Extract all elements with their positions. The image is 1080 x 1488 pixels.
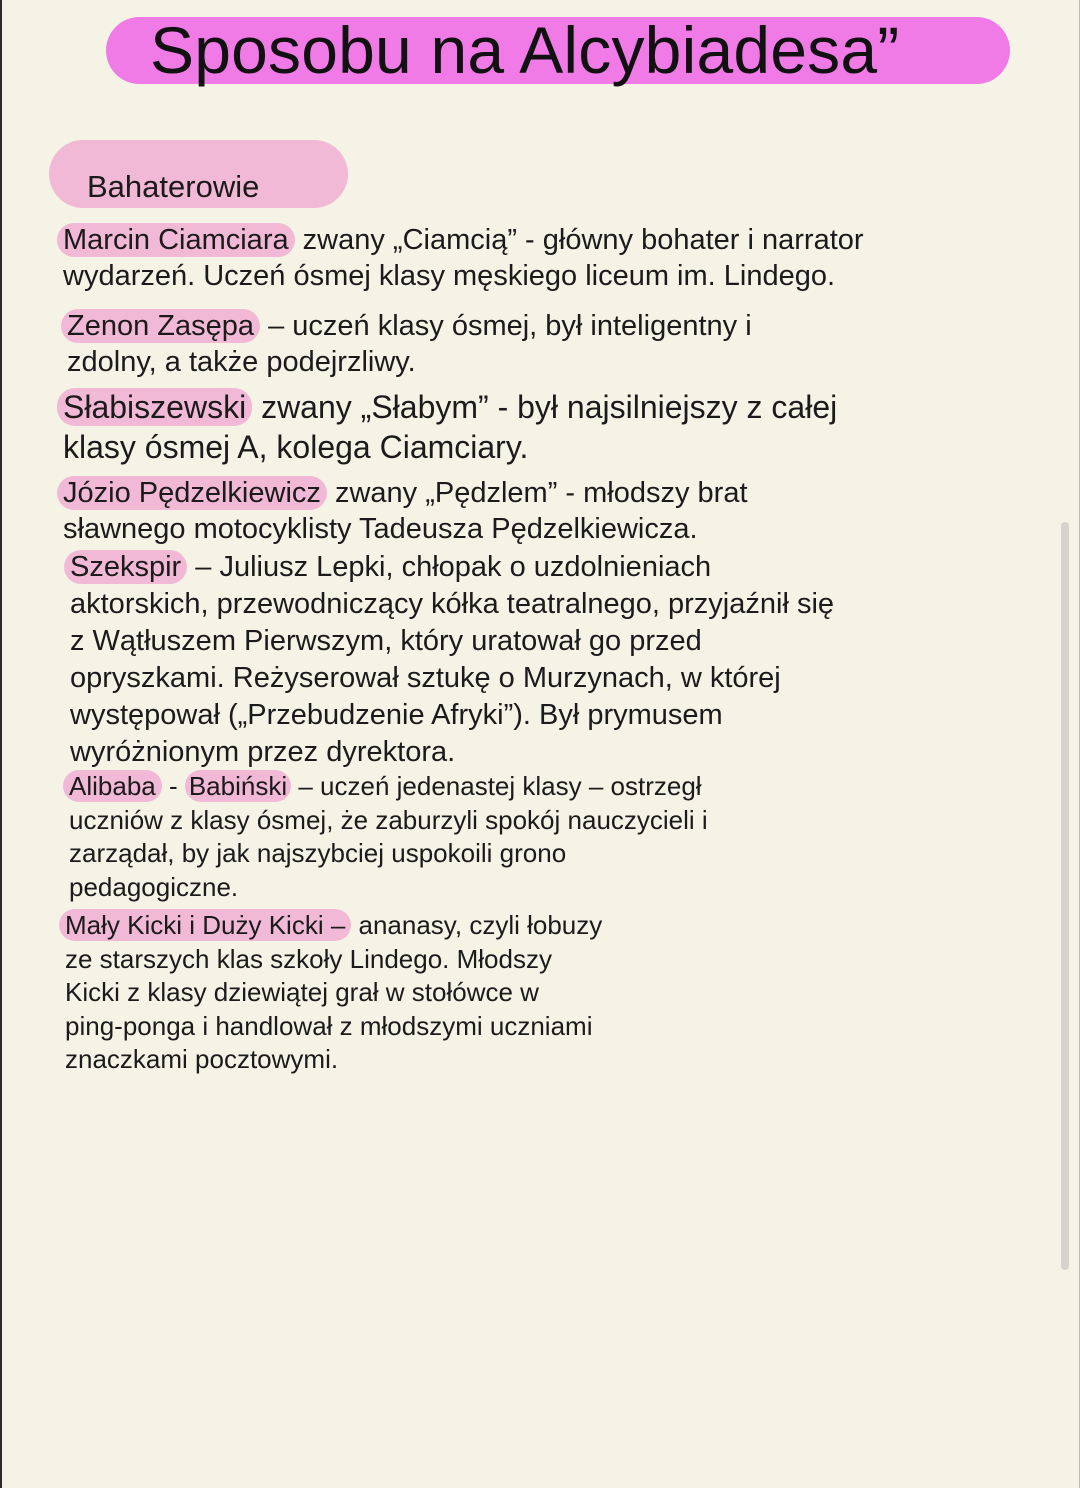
entry-line: zwany „Pędzlem” - młodszy brat bbox=[326, 477, 748, 509]
character-name: Mały Kicki i Duży Kicki – bbox=[59, 909, 351, 941]
entry-line: opryszkami. Reżyserował sztukę o Murzynach, w której bbox=[70, 662, 781, 694]
character-name: Józio Pędzelkiewicz bbox=[57, 476, 327, 510]
character-entry-slabiszewski bbox=[63, 387, 837, 467]
character-entry-kicki bbox=[65, 909, 602, 1077]
character-name: Marcin Ciamciara bbox=[57, 223, 295, 257]
entry-line: aktorskich, przewodniczący kółka teatralnego, przyjaźnił się bbox=[70, 588, 835, 620]
entry-line: – uczeń klasy ósmej, był inteligentny i bbox=[260, 310, 752, 342]
character-name: Słabiszewski bbox=[57, 388, 252, 426]
character-entry-babinski bbox=[69, 770, 708, 904]
entry-line: wyróżnionym przez dyrektora. bbox=[70, 736, 456, 768]
entry-line: – Juliusz Lepki, chłopak o uzdolnieniach bbox=[187, 551, 712, 583]
page-title: Sposobu na Alcybiadesa” bbox=[150, 13, 900, 87]
section-heading: Bahaterowie bbox=[87, 169, 260, 204]
entry-line: Kicki z klasy dziewiątej grał w stołówce w bbox=[65, 977, 539, 1007]
entry-line: zarządał, by jak najszybciej uspokoili grono bbox=[69, 838, 567, 868]
entry-line: znaczkami pocztowymi. bbox=[65, 1044, 339, 1074]
entry-line: uczniów z klasy ósmej, że zaburzyli spokój nauczycieli i bbox=[69, 804, 708, 835]
character-entry-pedzelkiewicz bbox=[63, 475, 748, 547]
entry-line: występował („Przebudzenie Afryki”). Był prymusem bbox=[70, 699, 723, 731]
entry-line: zwany „Słabym” - był najsilniejszy z całej bbox=[252, 389, 838, 425]
left-edge-line bbox=[0, 0, 2, 1488]
entry-line: klasy ósmej A, kolega Ciamciary. bbox=[63, 429, 529, 465]
entry-line: zwany „Ciamcią” - główny bohater i narrator bbox=[294, 224, 864, 256]
entry-line: pedagogiczne. bbox=[69, 871, 239, 902]
character-name-secondary: Babiński bbox=[185, 770, 291, 802]
entry-line: zdolny, a także podejrzliwy. bbox=[67, 346, 416, 378]
entry-line: ze starszych klas szkoły Lindego. Młodszy bbox=[65, 943, 552, 974]
character-name: Szekspir bbox=[64, 550, 187, 584]
entry-line: sławnego motocyklisty Tadeusza Pędzelkiewicza. bbox=[63, 513, 698, 545]
name-separator: - bbox=[161, 771, 185, 801]
entry-line: wydarzeń. Uczeń ósmej klasy męskiego liceum im. Lindego. bbox=[63, 260, 836, 292]
character-entry-szekspir bbox=[70, 549, 834, 771]
character-name: Zenon Zasępa bbox=[61, 309, 260, 343]
entry-line: z Wątłuszem Pierwszym, który uratował go przed bbox=[70, 625, 702, 657]
character-entry-zasepa bbox=[67, 308, 752, 380]
vertical-scrollbar[interactable] bbox=[1061, 522, 1069, 1270]
character-name: Alibaba bbox=[63, 770, 162, 802]
character-entry-ciamciara bbox=[63, 222, 864, 294]
entry-line: ananasy, czyli łobuzy bbox=[351, 910, 603, 940]
entry-line: – uczeń jedenastej klasy – ostrzegł bbox=[291, 771, 702, 801]
entry-line: ping-ponga i handlował z młodszymi uczniami bbox=[65, 1010, 593, 1041]
